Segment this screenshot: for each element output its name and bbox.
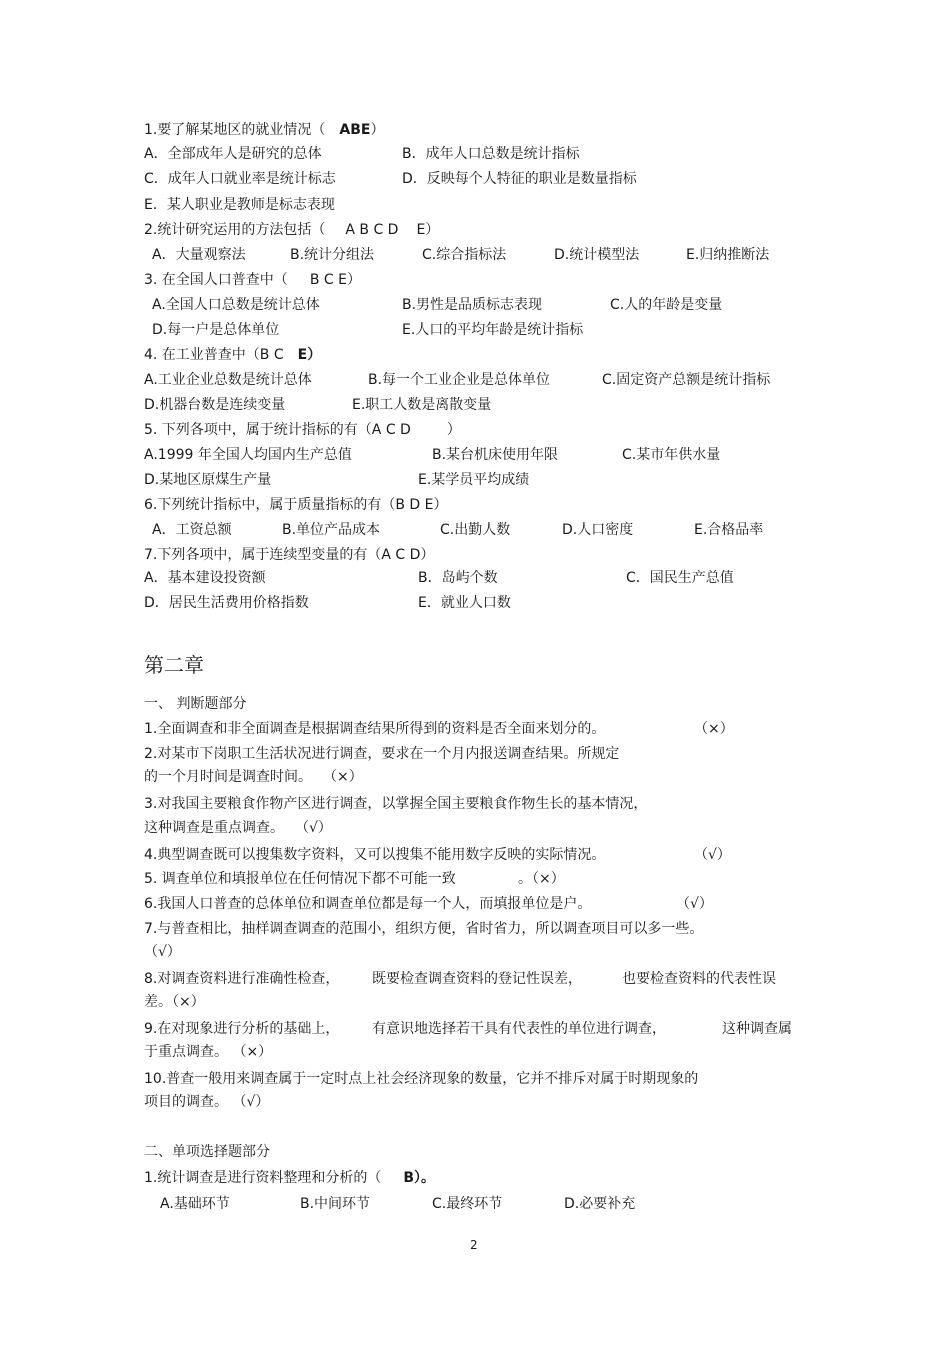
judge-q2-line2 xyxy=(144,768,363,786)
single-q1-option-a: A.基础环节 xyxy=(160,1196,230,1212)
q1-option-e: E．某人职业是教师是标志表现 xyxy=(144,197,335,213)
q2-stem xyxy=(144,221,439,239)
q2-stem-text: 2.统计研究运用的方法包括（ xyxy=(144,222,326,238)
q4-option-a: A.工业企业总数是统计总体 xyxy=(144,372,312,388)
q2-option-c: C.综合指标法 xyxy=(422,247,507,263)
q7-option-e: E．就业人口数 xyxy=(418,595,511,611)
q2-option-a: A．大量观察法 xyxy=(152,247,246,263)
q5-option-c: C.某市年供水量 xyxy=(622,447,721,463)
judge-q5-mark: 。（×） xyxy=(518,871,565,887)
single-q1-stem xyxy=(144,1169,435,1187)
q6-option-e: E.合格品率 xyxy=(694,522,764,538)
judge-q3-mark: （√） xyxy=(302,820,332,836)
judge-q1-mark: （×） xyxy=(694,721,734,737)
q4-stem-text: 4. 在工业普查中（B C xyxy=(144,347,284,363)
judge-q9-part2: 有意识地选择若干具有代表性的单位进行调查， xyxy=(372,1021,666,1037)
q5-close: ） xyxy=(446,422,461,438)
judge-q8-part1: 8.对调查资料进行准确性检查， xyxy=(144,971,340,987)
judge-q9-line2: 于重点调查。 （×） xyxy=(144,1044,273,1060)
judge-q3-line2 xyxy=(144,819,332,837)
judge-q2-line1: 2.对某市下岗职工生活状况进行调查，要求在一个月内报送调查结果。所规定 xyxy=(144,746,620,762)
q2-option-b: B.统计分组法 xyxy=(290,247,375,263)
q4-stem xyxy=(144,346,321,364)
q1-close: ） xyxy=(370,122,385,138)
judge-q2-mark: （×） xyxy=(330,769,363,785)
q3-option-e: E.人口的平均年龄是统计指标 xyxy=(402,322,584,338)
judge-section-heading: 一、 判断题部分 xyxy=(144,696,247,712)
judge-q8-part3: 也要检查资料的代表性误 xyxy=(622,971,776,987)
judge-q3-line1: 3.对我国主要粮食作物产区进行调查，以掌握全国主要粮食作物生长的基本情况， xyxy=(144,796,648,812)
q4-option-c: C.固定资产总额是统计指标 xyxy=(602,372,771,388)
q3-stem xyxy=(144,271,361,289)
q5-stem-text: 5. 下列各项中，属于统计指标的有（A C D xyxy=(144,422,411,438)
judge-q3-text: 这种调查是重点调查。 xyxy=(144,820,284,836)
q2-answer: A B C D xyxy=(345,222,399,238)
q3-option-c: C.人的年龄是变量 xyxy=(610,297,723,313)
single-section-heading: 二、单项选择题部分 xyxy=(144,1144,270,1160)
single-q1-option-b: B.中间环节 xyxy=(300,1196,371,1212)
q1-stem xyxy=(144,121,384,139)
judge-q4-mark: （√） xyxy=(694,847,731,863)
judge-q6-mark: （√） xyxy=(676,896,713,912)
q5-option-d: D.某地区原煤生产量 xyxy=(144,472,272,488)
q5-stem xyxy=(144,421,461,439)
q3-option-a: A.全国人口总数是统计总体 xyxy=(152,297,320,313)
q2-answer-tail: E） xyxy=(416,222,440,238)
q4-option-e: E.职工人数是离散变量 xyxy=(352,397,492,413)
q7-option-d: D．居民生活费用价格指数 xyxy=(144,595,309,611)
q3-option-b: B.男性是品质标志表现 xyxy=(402,297,543,313)
judge-q8-line2: 差。（×） xyxy=(144,994,205,1010)
judge-q6: 6.我国人口普查的总体单位和调查单位都是每一个人，而填报单位是户。 xyxy=(144,896,592,912)
q4-option-b: B.每一个工业企业是总体单位 xyxy=(368,372,551,388)
judge-q2-text: 的一个月时间是调查时间。 xyxy=(144,769,312,785)
q6-option-a: A．工资总额 xyxy=(152,522,232,538)
q1-answer: ABE xyxy=(339,122,371,138)
q1-option-b: B．成年人口总数是统计指标 xyxy=(402,146,580,162)
q5-option-a: A.1999 年全国人均国内生产总值 xyxy=(144,447,352,463)
q5-option-b: B.某台机床使用年限 xyxy=(432,447,559,463)
single-q1-answer: B）。 xyxy=(403,1170,436,1186)
single-q1-stem-text: 1.统计调查是进行资料整理和分析的（ xyxy=(144,1170,382,1186)
q1-option-d: D．反映每个人特征的职业是数量指标 xyxy=(402,171,637,187)
q1-stem-text: 1.要了解某地区的就业情况（ xyxy=(144,122,326,138)
q4-answer-tail: E） xyxy=(297,347,322,363)
q2-option-d: D.统计模型法 xyxy=(554,247,640,263)
q3-answer: B C E） xyxy=(309,272,361,288)
q1-option-c: C．成年人口就业率是统计标志 xyxy=(144,171,336,187)
q6-option-c: C.出勤人数 xyxy=(440,522,511,538)
q6-stem: 6.下列统计指标中，属于质量指标的有（B D E） xyxy=(144,497,448,513)
page-number: 2 xyxy=(470,1238,478,1252)
q3-stem-text: 3. 在全国人口普查中（ xyxy=(144,272,288,288)
q6-option-b: B.单位产品成本 xyxy=(282,522,381,538)
judge-q10-line2: 项目的调查。 （√） xyxy=(144,1094,270,1110)
q7-option-a: A．基本建设投资额 xyxy=(144,570,266,586)
judge-q1: 1.全面调查和非全面调查是根据调查结果所得到的资料是否全面来划分的。 xyxy=(144,721,606,737)
judge-q8-part2: 既要检查调查资料的登记性误差， xyxy=(372,971,582,987)
single-q1-option-d: D.必要补充 xyxy=(564,1196,636,1212)
q2-option-e: E.归纳推断法 xyxy=(686,247,770,263)
q7-stem: 7.下列各项中，属于连续型变量的有（A C D） xyxy=(144,547,435,563)
q7-option-c: C．国民生产总值 xyxy=(626,570,734,586)
judge-q9-part1: 9.在对现象进行分析的基础上， xyxy=(144,1021,340,1037)
judge-q7-line1: 7.与普查相比，抽样调查调查的范围小，组织方便，省时省力，所以调查项目可以多一些。 xyxy=(144,921,704,937)
q7-option-b: B．岛屿个数 xyxy=(418,570,498,586)
q6-option-d: D.人口密度 xyxy=(562,522,634,538)
single-q1-option-c: C.最终环节 xyxy=(432,1196,503,1212)
judge-q4: 4.典型调查既可以搜集数字资料，又可以搜集不能用数字反映的实际情况。 xyxy=(144,847,606,863)
q4-option-d: D.机器台数是连续变量 xyxy=(144,397,286,413)
q5-option-e: E.某学员平均成绩 xyxy=(418,472,530,488)
judge-q9-part3: 这种调查属 xyxy=(722,1021,792,1037)
judge-q5: 5. 调查单位和填报单位在任何情况下都不可能一致 xyxy=(144,871,456,887)
judge-q10-line1: 10.普查一般用来调查属于一定时点上社会经济现象的数量，它并不排斥对属于时期现象的 xyxy=(144,1071,699,1087)
chapter-title: 第二章 xyxy=(144,653,204,677)
q3-option-d: D.每一户是总体单位 xyxy=(152,322,280,338)
q1-option-a: A．全部成年人是研究的总体 xyxy=(144,146,322,162)
judge-q7-mark: （√） xyxy=(144,944,181,960)
